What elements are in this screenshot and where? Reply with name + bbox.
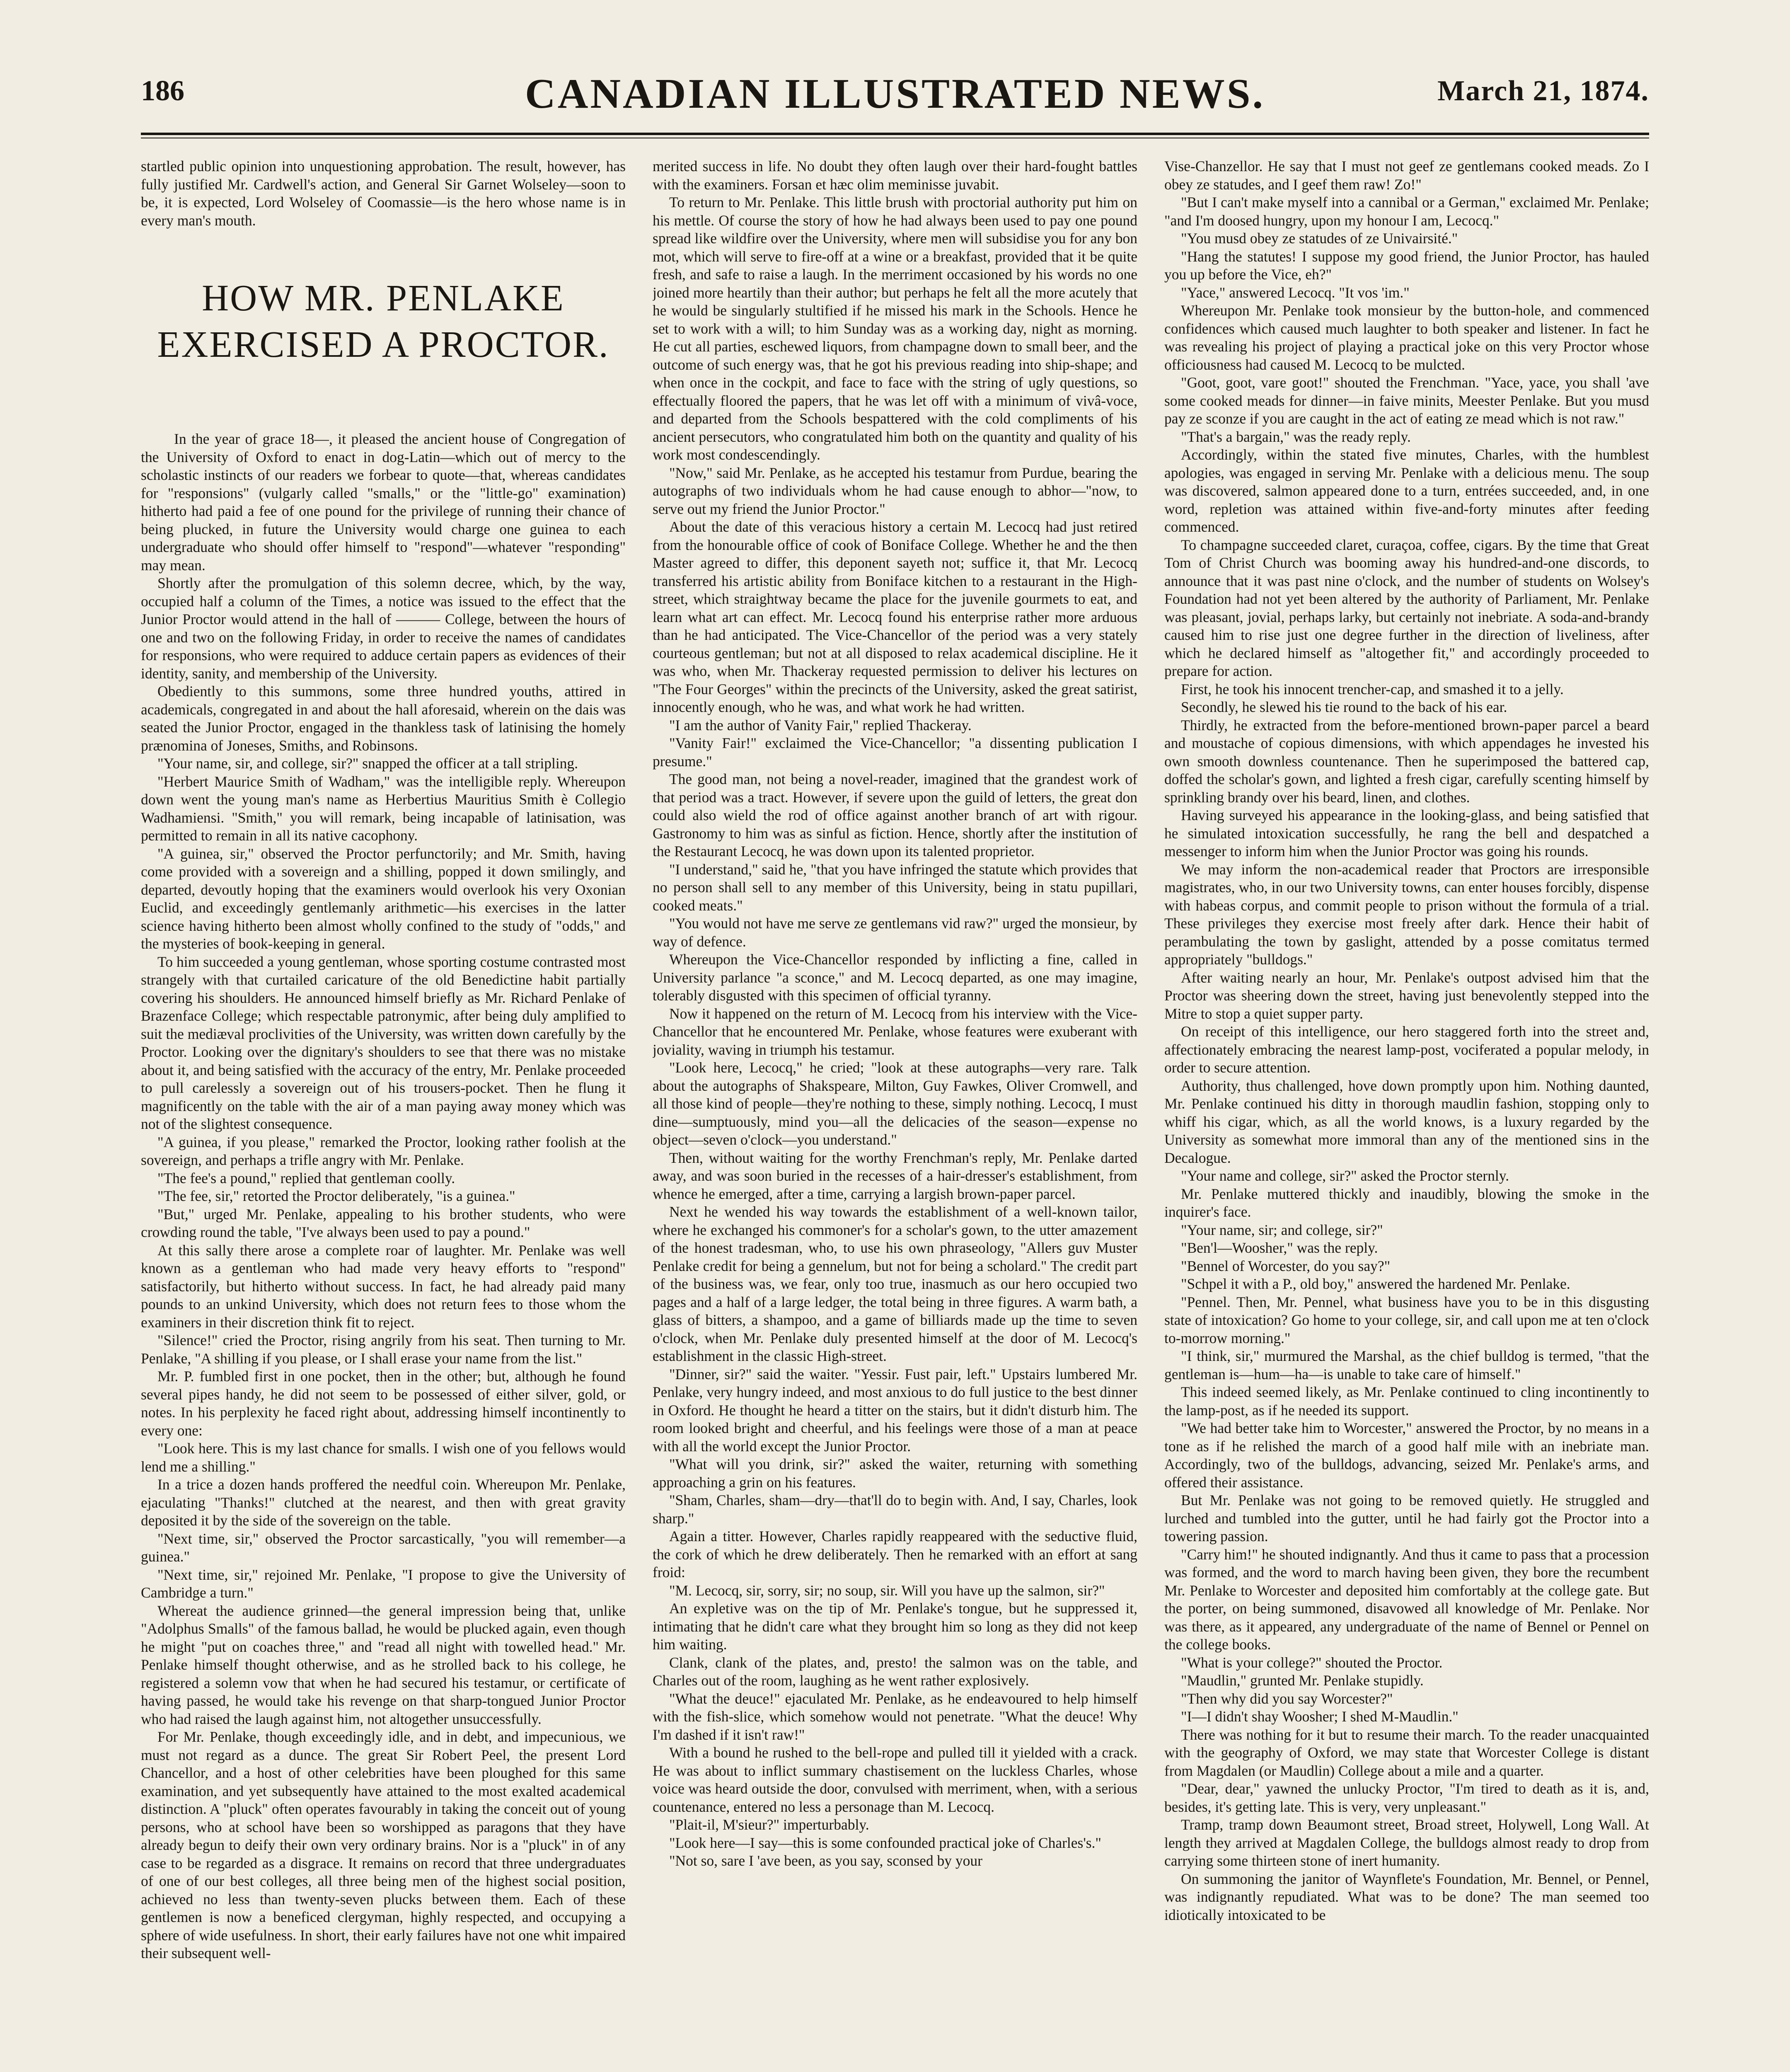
paragraph: "Look here, Lecocq," he cried; "look at these autographs—very rare. Talk about the autographs of Shakspeare, Milton, Guy Fawkes, Oliver Cromwell, and all those kind of people—they're nothing to these, simply nothing. Lecocq, I must dine—sumptuously, mind you—all the delicacies of the season—expense no object—seven o'clock—you understand."	[653, 1059, 1137, 1148]
paragraph: "Herbert Maurice Smith of Wadham," was the intelligible reply. Whereupon down went the young man's name as Herbertius Mauritius Smith è Collegio Wadhamiensi. "Smith," you will remark, being incapable of latinisation, was permitted to remain in all its native cacophony.	[141, 773, 626, 844]
previous-article-ending: startled public opinion into unquestioning approbation. The result, however, has fully justified Mr. Cardwell's action, and General Sir Garnet Wolseley—soon to be, it is expected, Lord Wolseley of Coomassie—is the hero whose name is in every man's mouth.	[141, 158, 626, 229]
paragraph: "Hang the statutes! I suppose my good friend, the Junior Proctor, has hauled you up before the Vice, eh?"	[1164, 248, 1649, 283]
masthead: CANADIAN ILLUSTRATED NEWS.	[525, 70, 1265, 117]
paragraph: In a trice a dozen hands proffered the needful coin. Whereupon Mr. Penlake, ejaculating "Thanks!" clutched at the nearest, and then with great gravity deposited it by the side of the sovereign on the table.	[141, 1476, 626, 1529]
paragraph: But Mr. Penlake was not going to be removed quietly. He struggled and lurched and tumbled into the gutter, until he had fairly got the Proctor into a towering passion.	[1164, 1492, 1649, 1544]
column-1	[141, 157, 626, 2072]
paragraph: "Next time, sir," observed the Proctor sarcastically, "you will remember—a guinea."	[141, 1530, 626, 1565]
paragraph: "The fee, sir," retorted the Proctor deliberately, "is a guinea."	[157, 1188, 515, 1204]
paragraph: To return to Mr. Penlake. This little brush with proctorial authority put him on his mettle. Of course the story of how he had always been used to pay one pound spread like wildfire over the University, where men will subsidise you for any bon mot, which will serve to fire-off at a wine or a breakfast, provided that it be quite fresh, and safe to raise a laugh. In the merriment occasioned by his words no one joined more heartily than their author; but perhaps he felt all the more acutely that he would be singularly stultified if he missed his mark in the Schools. Hence he set to work with a will; to him Sunday was as a working day, night as morning. He cut all parties, eschewed liquors, from champagne down to small beer, and the outcome of such energy was, that he got his previous reading into ship-shape; and when once in the cockpit, and face to face with the string of ugly questions, so effectually floored the papers, that he was let off with a minimum of vivâ-voce, and departed from the Schools bespattered with the cold compliments of his ancient persecutors, who congratulated him both on the quantity and quality of his work most condescendingly.	[653, 194, 1137, 463]
paragraph: "Look here—I say—this is some confounded practical joke of Charles's."	[669, 1834, 1101, 1851]
issue-date: March 21, 1874.	[1437, 75, 1649, 107]
paragraph: Whereupon the Vice-Chancellor responded by inflicting a fine, called in University parlance "a sconce," and M. Lecocq departed, as one may imagine, tolerably disgusted with this specimen of official tyranny.	[653, 951, 1137, 1004]
paragraph: "But I can't make myself into a cannibal or a German," exclaimed Mr. Penlake; "and I'm doosed hungry, upon my honour I am, Lecocq."	[1164, 194, 1649, 229]
paragraph: "Next time, sir," rejoined Mr. Penlake, "I propose to give the University of Cambridge a turn."	[141, 1566, 626, 1601]
paragraph: "What is your college?" shouted the Proctor.	[1181, 1654, 1443, 1671]
column-2-body	[653, 194, 1137, 1870]
paragraph: "Maudlin," grunted Mr. Penlake stupidly.	[1181, 1672, 1424, 1689]
paragraph: First, he took his innocent trencher-cap, and smashed it to a jelly.	[1181, 680, 1564, 697]
paragraph: We may inform the non-academical reader that Proctors are irresponsible magistrates, who, in our two University towns, can enter houses forcibly, dispense with habeas corpus, and commit people to prison without the formula of a trial. These privileges they exercise most freely after dark. Hence their habit of perambulating the town by gaslight, attended by a posse comitatus termed appropriately "bulldogs."	[1164, 861, 1649, 968]
paragraph: "Dear, dear," yawned the unlucky Proctor, "I'm tired to death as it is, and, besides, it's getting late. This is very, very unpleasant."	[1164, 1780, 1649, 1815]
paragraph: "What will you drink, sir?" asked the waiter, returning with something approaching a grin on his features.	[653, 1456, 1137, 1491]
paragraph: "That's a bargain," was the ready reply.	[1181, 428, 1411, 445]
paragraph: An expletive was on the tip of Mr. Penlake's tongue, but he suppressed it, intimating that he didn't care what they brought him so long as they did not keep him waiting.	[653, 1600, 1137, 1653]
paragraph: Thirdly, he extracted from the before-mentioned brown-paper parcel a beard and moustache of copious dimensions, with which appendages he invested his own smooth downless countenance. Then he superimposed the battered cap, doffed the scholar's gown, and lighted a fresh cigar, carefully scenting himself by sprinkling brandy over his beard, linen, and clothes.	[1164, 716, 1649, 806]
paragraph: Next he wended his way towards the establishment of a well-known tailor, where he exchanged his commoner's for a scholar's gown, to the utter amazement of the honest tradesman, who, to use his own phraseology, "Allers guv Muster Penlake credit for being a gennelum, but not for being a scholard." The credit part of the business was, we fear, only too true, inasmuch as our hero occupied two pages and a half of a large ledger, the total being in three figures. A warm bath, a glass of bitters, a shampoo, and a game of billiards made up the time to seven o'clock, when Mr. Penlake duly presented himself at the door of M. Lecocq's establishment in the classic High-street.	[653, 1203, 1137, 1364]
paragraph: For Mr. Penlake, though exceedingly idle, and in debt, and impecunious, we must not regard as a dunce. The great Sir Robert Peel, the present Lord Chancellor, and a host of other celebrities have been ploughed for this same examination, and yet subsequently have attained to the most exalted academical distinction. A "pluck" often operates favourably in taking the conceit out of young persons, who at school have been so worshipped as paragons that they have already begun to deify their own very ordinary brains. Nor is a "pluck" in of any case to be regarded as a disgrace. It remains on record that three undergraduates of one of our best colleges, all three being men of the highest social position, achieved no less than twenty-seven plucks between them. Each of these gentlemen is now a beneficed clergyman, highly respected, and occupying a sphere of wide usefulness. In short, their early failures have not one whit impaired their subsequent well-	[141, 1728, 626, 1961]
paragraph: "A guinea, if you please," remarked the Proctor, looking rather foolish at the sovereign, and perhaps a trifle angry with Mr. Penlake.	[141, 1133, 626, 1168]
paragraph: Accordingly, within the stated five minutes, Charles, with the humblest apologies, was engaged in serving Mr. Penlake with a delicious menu. The soup was discovered, salmon appeared done to a turn, entrées succeeded, and, in one word, repletion was attained within five-and-forty minutes after feeding commenced.	[1164, 446, 1649, 535]
paragraph: "Look here. This is my last chance for smalls. I wish one of you fellows would lend me a shilling."	[141, 1440, 626, 1475]
paragraph: On receipt of this intelligence, our hero staggered forth into the street and, affectionately embracing the nearest lamp-post, vociferated a popular melody, in order to secure attention.	[1164, 1023, 1649, 1076]
paragraph: Then, without waiting for the worthy Frenchman's reply, Mr. Penlake darted away, and was soon buried in the recesses of a hair-dresser's establishment, from whence he emerged, after a time, carrying a largish brown-paper parcel.	[653, 1149, 1137, 1202]
paragraph: "I understand," said he, "that you have infringed the statute which provides that no person shall sell to any member of this University, being in statu pupillari, cooked meats."	[653, 861, 1137, 914]
column-3-body	[1164, 194, 1649, 1924]
paragraph: To champagne succeeded claret, curaçoa, coffee, cigars. By the time that Great Tom of Christ Church was booming away his hundred-and-one discords, to announce that it was past nine o'clock, and the number of students on Wolsey's Foundation had not yet been altered by the authority of Parliament, Mr. Penlake was pleasant, jovial, perhaps larky, but certainly not inebriate. A soda-and-brandy caused him to rise just one degree further in the direction of liveliness, after which he declared himself as "altogether fit," and accordingly proceeded to prepare for action.	[1164, 536, 1649, 679]
paragraph: "Silence!" cried the Proctor, rising angrily from his seat. Then turning to Mr. Penlake, "A shilling if you please, or I shall erase your name from the list."	[141, 1332, 626, 1367]
paragraph: "Not so, sare I 'ave been, as you say, sconsed by your	[669, 1852, 983, 1869]
paragraph: "Then why did you say Worcester?"	[1181, 1690, 1393, 1707]
column-2-continuation: merited success in life. No doubt they often laugh over their hard-fought battles with the examiners. Forsan et hæc olim meminisse juvabit.	[653, 158, 1137, 193]
paragraph: "You would not have me serve ze gentlemans vid raw?" urged the monsieur, by way of defence.	[653, 915, 1137, 950]
paragraph: To him succeeded a young gentleman, whose sporting costume contrasted most strangely with that curtailed caricature of the old Benedictine habit partially covering his shoulders. He announced himself briefly as Mr. Richard Penlake of Brazenface College; which respectable patronymic, after being duly amplified to suit the mediæval proclivities of the University, was written down carefully by the Proctor. Looking over the dignitary's shoulders to see that there was no mistake about it, and being satisfied with the accuracy of the entry, Mr. Penlake proceeded to pull carelessly a sovereign out of his trousers-pocket. Then he flung it magnificently on the table with the air of a man paying away money which was not of the slightest consequence.	[141, 953, 626, 1132]
paragraph: About the date of this veracious history a certain M. Lecocq had just retired from the honourable office of cook of Boniface College. Whether he and the then Master agreed to differ, this deponent sayeth not; suffice it, that Mr. Lecocq transferred his artistic ability from Boniface kitchen to a restaurant in the High-street, which straightway became the place for the juvenile gourmets to eat, and learn what art can effect. Mr. Lecocq found his enterprise rather more arduous than he had anticipated. The Vice-Chancellor of the period was a very stately courteous gentleman; but not at all disposed to relax academical discipline. He it was who, when Mr. Thackeray requested permission to deliver his lectures on "The Four Georges" within the precincts of the University, asked the great satirist, innocently enough, who he was, and what work he had written.	[653, 518, 1137, 715]
paragraph: Mr. Penlake muttered thickly and inaudibly, blowing the smoke in the inquirer's face.	[1164, 1185, 1649, 1220]
paragraph: "Pennel. Then, Mr. Pennel, what business have you to be in this disgusting state of intoxication? Go home to your college, sir, and call upon me at ten o'clock to-morrow morning."	[1164, 1293, 1649, 1346]
paragraph: Shortly after the promulgation of this solemn decree, which, by the way, occupied half a column of the Times, a notice was issued to the effect that the Junior Proctor would attend in the hall of ——— College, between the hours of one and two on the following Friday, in order to receive the names of candidates for responsions, who were required to adduce certain papers as evidences of their identity, sanity, and membership of the University.	[141, 575, 626, 682]
paragraph: "M. Lecocq, sir, sorry, sir; no soup, sir. Will you have up the salmon, sir?"	[669, 1582, 1105, 1599]
paragraph: Clank, clank of the plates, and, presto! the salmon was on the table, and Charles out of the room, laughing as he went rather explosively.	[653, 1654, 1137, 1689]
paragraph: "Your name and college, sir?" asked the Proctor sternly.	[1181, 1167, 1509, 1184]
column-3	[1164, 157, 1649, 2072]
page-header	[141, 70, 1649, 137]
column-2	[653, 157, 1137, 2072]
paragraph: "Ben'l—Woosher," was the reply.	[1181, 1239, 1378, 1256]
paragraph: "Carry him!" he shouted indignantly. And thus it came to pass that a procession was formed, and the word to march having been given, they bore the recumbent Mr. Penlake to Worcester and deposited him comfortably at the college gate. But the porter, on being summoned, disavowed all knowledge of Mr. Penlake. Nor was there, as it appeared, any undergraduate of the name of Bennel or Pennel on the college books.	[1164, 1546, 1649, 1653]
paragraph: "A guinea, sir," observed the Proctor perfunctorily; and Mr. Smith, having come provided with a sovereign and a shilling, popped it down smilingly, and departed, devoutly hoping that the examiners would overlook his very Oxonian Euclid, and exceedingly gentlemanly arithmetic—his exercises in the latter science having hitherto been almost wholly confined to the study of "odds," and the mysteries of book-keeping in general.	[141, 845, 626, 952]
paragraph: On summoning the janitor of Waynflete's Foundation, Mr. Bennel, or Pennel, was indignantly repudiated. What was to be done? The man seemed too idiotically intoxicated to be	[1164, 1870, 1649, 1923]
paragraph: "What the deuce!" ejaculated Mr. Penlake, as he endeavoured to help himself with the fish-slice, which somehow would not penetrate. "What the deuce! Why I'm dashed if it isn't raw!"	[653, 1690, 1137, 1743]
paragraph: Again a titter. However, Charles rapidly reappeared with the seductive fluid, the cork of which he drew deliberately. Then he remarked with an effort at sang froid:	[653, 1528, 1137, 1581]
paragraph: Mr. P. fumbled first in one pocket, then in the other; but, although he found several pipes handy, he did not seem to be possessed of either silver, gold, or notes. In his perplexity he faced right about, addressing himself incontinently to every one:	[141, 1368, 626, 1439]
paragraph: In the year of grace 18—, it pleased the ancient house of Congregation of the University of Oxford to enact in dog-Latin—which out of mercy to the scholastic instincts of our readers we forbear to quote—that, whereas candidates for "responsions" (vulgarly called "smalls," or the "little-go" examination) hitherto had paid a fee of one pound for the privilege of running their chance of being plucked, in future the University would charge one guinea to each undergraduate who should offer himself to "respond"—whatever "responding" may mean.	[141, 431, 626, 574]
paragraph: Whereupon Mr. Penlake took monsieur by the button-hole, and commenced confidences which caused much laughter to both speaker and listener. In fact he was revealing his project of playing a practical joke on this very Proctor whose officiousness had caused M. Lecocq to be mulcted.	[1164, 302, 1649, 373]
paragraph: Secondly, he slewed his tie round to the back of his ear.	[1181, 699, 1507, 715]
header-rule	[141, 133, 1649, 135]
paragraph: This indeed seemed likely, as Mr. Penlake continued to cling incontinently to the lamp-post, as if he needed its support.	[1164, 1384, 1649, 1418]
paragraph: "Plait-il, M'sieur?" imperturbably.	[669, 1816, 869, 1833]
page-number: 186	[141, 75, 184, 107]
paragraph: The good man, not being a novel-reader, imagined that the grandest work of that period was a tract. However, if severe upon the guild of letters, the great don could also wield the rod of office against another branch of art with rigour. Gastronomy to him was as sinful as fiction. Hence, shortly after the institution of the Restaurant Lecocq, he was down upon its talented proprietor.	[653, 771, 1137, 859]
paragraph: "Schpel it with a P., old boy," answered the hardened Mr. Penlake.	[1181, 1276, 1570, 1292]
paragraph: "Yace," answered Lecocq. "It vos 'im."	[1181, 284, 1410, 301]
paragraph: "You musd obey ze statudes of ze Univairsité."	[1181, 230, 1458, 247]
paragraph: "Sham, Charles, sham—dry—that'll do to begin with. And, I say, Charles, look sharp."	[653, 1492, 1137, 1527]
paragraph: "I think, sir," murmured the Marshal, as the chief bulldog is termed, "that the gentleman is—hum—ha—is unable to take care of himself."	[1164, 1348, 1649, 1382]
paragraph: "Your name, sir, and college, sir?" snapped the officer at a tall stripling.	[157, 755, 578, 772]
paragraph: At this sally there arose a complete roar of laughter. Mr. Penlake was well known as a gentleman who had made very heavy efforts to "respond" satisfactorily, but hitherto without success. In fact, he had already paid many pounds to an unkind University, which does not return fees to those whom the examiners in their discretion think fit to reject.	[141, 1242, 626, 1331]
paragraph: Obediently to this summons, some three hundred youths, attired in academicals, congregated in and about the hall aforesaid, wherein on the dais was seated the Junior Proctor, engaged in the thankless task of latinising the homely prænomina of Joneses, Smiths, and Robinsons.	[141, 683, 626, 754]
paragraph: With a bound he rushed to the bell-rope and pulled till it yielded with a crack. He was about to inflict summary chastisement on the luckless Charles, whose voice was heard outside the door, convulsed with merriment, when, with a serious countenance, entered no less a personage than M. Lecocq.	[653, 1744, 1137, 1815]
paragraph: "The fee's a pound," replied that gentleman coolly.	[157, 1169, 455, 1186]
paragraph: "I—I didn't shay Woosher; I shed M-Maudlin."	[1181, 1708, 1459, 1725]
paragraph: "I am the author of Vanity Fair," replied Thackeray.	[669, 716, 972, 733]
paragraph: "Dinner, sir?" said the waiter. "Yessir. Fust pair, left." Upstairs lumbered Mr. Penlake, very hungry indeed, and most anxious to do full justice to the best dinner in Oxford. He thought he heard a titter on the stairs, but it didn't disturb him. The room looked bright and cheerful, and his feelings were those of a man at peace with all the world except the Junior Proctor.	[653, 1365, 1137, 1455]
paragraph: After waiting nearly an hour, Mr. Penlake's outpost advised him that the Proctor was sheering down the street, having just benevolently stepped into the Mitre to stop a quiet supper party.	[1164, 969, 1649, 1022]
column-1-body	[141, 430, 626, 1963]
paragraph: "Your name, sir; and college, sir?"	[1181, 1221, 1383, 1238]
article-title: HOW MR. PENLAKE EXERCISED A PROCTOR.	[157, 278, 610, 365]
paragraph: "But," urged Mr. Penlake, appealing to his brother students, who were crowding round the table, "I've always been used to pay a pound."	[141, 1205, 626, 1240]
paragraph: Now it happened on the return of M. Lecocq from his interview with the Vice-Chancellor that he encountered Mr. Penlake, whose features were exuberant with joviality, waving in triumph his testamur.	[653, 1005, 1137, 1058]
paragraph: Having surveyed his appearance in the looking-glass, and being satisfied that he simulated intoxication successfully, he rang the bell and despatched a messenger to inform him when the Junior Proctor was going his rounds.	[1164, 807, 1649, 859]
paragraph: There was nothing for it but to resume their march. To the reader unacquainted with the geography of Oxford, we may state that Worcester College is distant from Magdalen (or Maudlin) College about a mile and a quarter.	[1164, 1726, 1649, 1779]
paragraph: Tramp, tramp down Beaumont street, Broad street, Holywell, Long Wall. At length they arrived at Magdalen College, the bulldogs almost ready to drop from carrying some thirteen stone of inert humanity.	[1164, 1816, 1649, 1869]
paragraph: "Vanity Fair!" exclaimed the Vice-Chancellor; "a dissenting publication I presume."	[653, 735, 1137, 770]
paragraph: "Goot, goot, vare goot!" shouted the Frenchman. "Yace, yace, you shall 'ave some cooked meads for dinner—in faive minits, Meester Penlake. But you musd pay ze sconze if you are caught in the act of eating ze mead which is not raw."	[1164, 374, 1649, 427]
column-3-continuation: Vise-Chanzellor. He say that I must not geef ze gentlemans cooked meads. Zo I obey ze statudes, and I geef them raw! Zo!"	[1164, 158, 1649, 193]
paragraph: "We had better take him to Worcester," answered the Proctor, by no means in a tone as if he relished the march of a good half mile with an inebriate man. Accordingly, two of the bulldogs, advancing, seized Mr. Penlake's arms, and offered their assistance.	[1164, 1420, 1649, 1491]
paragraph: "Now," said Mr. Penlake, as he accepted his testamur from Purdue, bearing the autographs of two individuals whom he had cause enough to abhor—"now, to serve out my friend the Junior Proctor."	[653, 464, 1137, 517]
paragraph: "Bennel of Worcester, do you say?"	[1181, 1257, 1391, 1274]
paragraph: Authority, thus challenged, hove down promptly upon him. Nothing daunted, Mr. Penlake continued his ditty in thorough maudlin fashion, stopping only to whiff his cigar, which, as all the world knows, is a luxury regarded by the University as somewhat more immoral than any of the mentioned sins in the Decalogue.	[1164, 1077, 1649, 1166]
paragraph: Whereat the audience grinned—the general impression being that, unlike "Adolphus Smalls" of the famous ballad, he would be plucked again, even though he might "put on coaches three," and "read all night with towelled head." Mr. Penlake himself thought otherwise, and as he strolled back to his college, he registered a solemn vow that when he had secured his testamur, or certificate of having passed, he would take his revenge on that sharp-tongued Junior Proctor who had raised the laugh against him, not altogether unsuccessfully.	[141, 1602, 626, 1727]
